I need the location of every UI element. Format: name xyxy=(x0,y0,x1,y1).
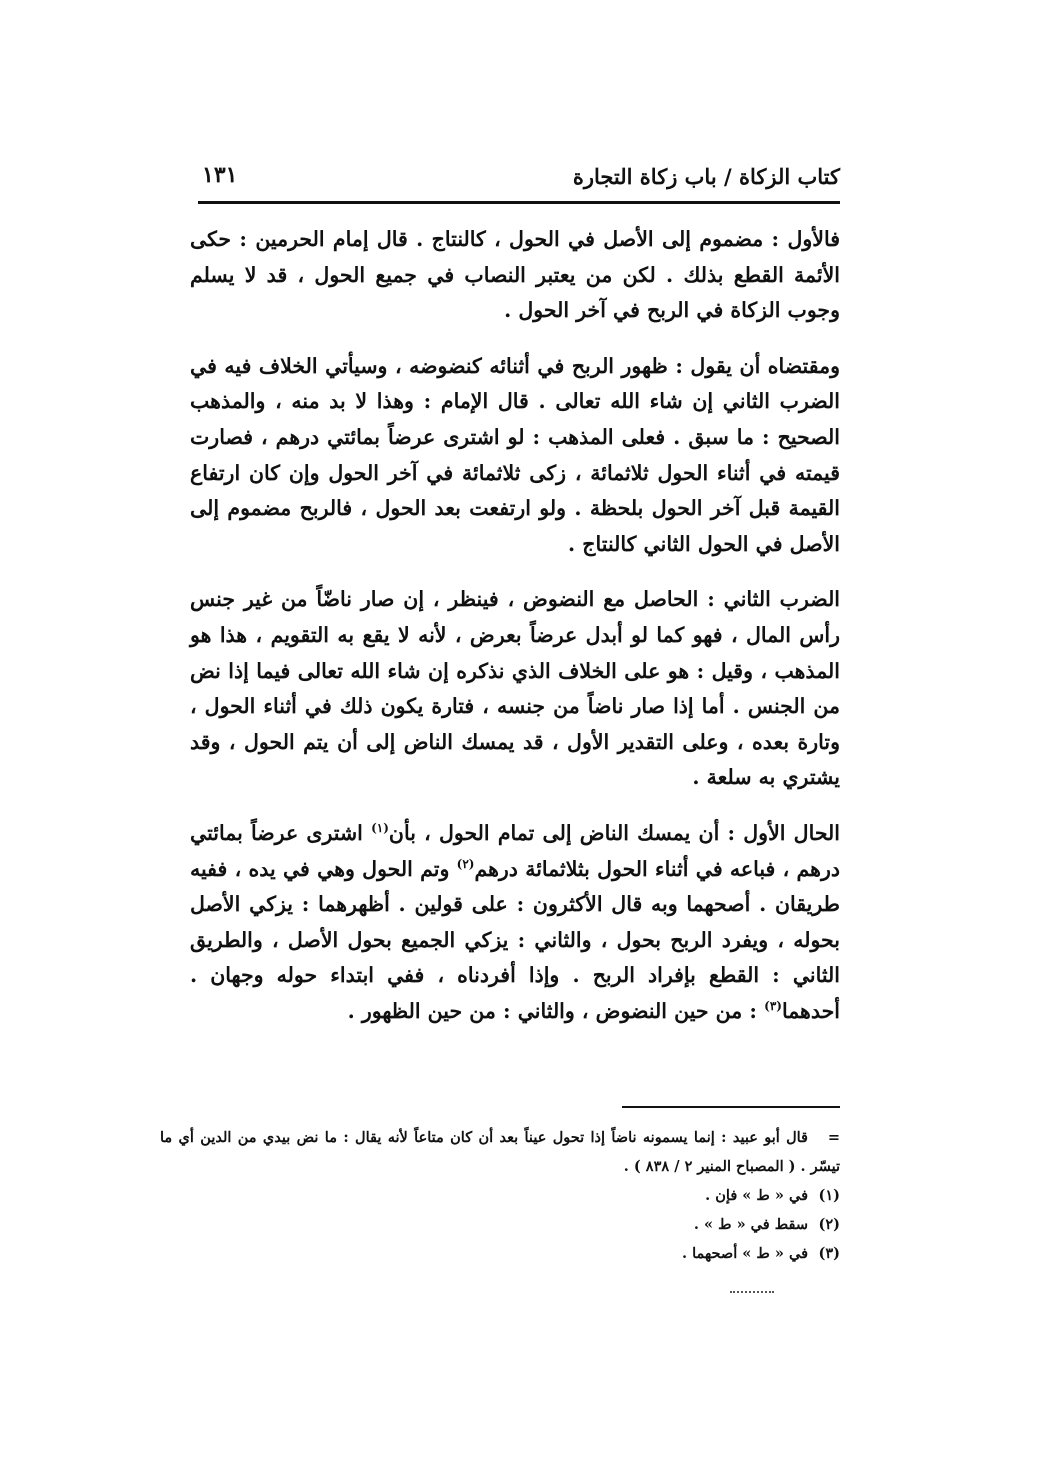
paragraph-1 xyxy=(190,222,840,329)
paragraph-lead: فالأول xyxy=(787,227,840,251)
footnote-rule xyxy=(622,1106,840,1108)
paragraph-text: اشترى عرضاً بمائتي درهم ، فباعه في أثناء الحول بثلاثمائة درهم xyxy=(190,820,840,881)
header-title: كتاب الزكاة / باب زكاة التجارة xyxy=(572,164,840,189)
footnote-ref-3[interactable]: (٣) xyxy=(764,999,782,1014)
paragraph-3 xyxy=(190,582,840,796)
main-text xyxy=(190,222,840,1049)
footnote-text: سقط في « ط » . xyxy=(693,1216,808,1233)
paragraph-text: : أن يمسك الناض إلى تمام الحول ، بأن xyxy=(388,820,744,845)
paragraph-text: : من حين النضوض ، والثاني : من حين الظهور . xyxy=(347,998,765,1023)
footnote-ref-2[interactable]: (٢) xyxy=(456,856,475,871)
footnote-continuation xyxy=(160,1123,840,1181)
footnote-text: قال أبو عبيد : إنما يسمونه ناضاً إذا تحول عيناً بعد أن كان متاعاً لأنه يقال : ما نض بيدي من الدين أي ما تيسّر . ( المصباح المنير ٢ / ٨٣٨ ) . xyxy=(160,1129,840,1175)
paragraph-lead: الحال الأول xyxy=(743,820,840,845)
footnote-item xyxy=(160,1239,840,1268)
header-rule xyxy=(198,201,840,204)
footnote-number: (١) xyxy=(818,1187,840,1204)
paragraph-text: : الحاصل مع النضوض ، فينظر ، إن صار ناضّاً من غير جنس رأس المال ، فهو كما لو أبدل عرضاً بعرض ، لأنه لا يقع به التقويم ، هذا هو المذهب ، وقيل : هو على الخلاف الذي نذكره إن شاء الله تعالى فيما إذا نض من الجنس . أما إذا صار ناضاً من جنسه ، فتارة يكون ذلك في أثناء الحول ، وتارة بعده ، وعلى التقدير الأول ، قد يمسك الناض إلى أن يتم الحول ، وقد يشتري به سلعة . xyxy=(190,587,840,790)
footnote-ref-1[interactable]: (١) xyxy=(371,821,389,836)
paragraph-lead: الضرب الثاني xyxy=(723,587,841,612)
paragraph-text: وتم الحول وهي في يده ، ففيه طريقان . أصحهما وبه قال الأكثرون : على قولين . أظهرهما : يزكي الأصل بحوله ، ويفرد الربح بحول ، والثاني : يزكي الجميع بحول الأصل ، والطريق الثاني : القطع بإفراد الربح . وإذا أفردناه ، ففي ابتداء حوله وجهان . أحدهما xyxy=(190,856,840,1023)
footnotes xyxy=(160,1123,840,1268)
paragraph-2 xyxy=(190,349,840,563)
paragraph-4 xyxy=(190,816,840,1030)
footnote-number: (٣) xyxy=(818,1245,840,1262)
page-number: ١٣١ xyxy=(202,162,238,188)
paragraph-text: : مضموم إلى الأصل في الحول ، كالنتاج . قال إمام الحرمين : حكى الأئمة القطع بذلك . لكن من يعتبر النصاب في جميع الحول ، قد لا يسلم وجوب الزكاة في الربح في آخر الحول . xyxy=(190,227,840,323)
footnote-item xyxy=(160,1210,840,1239)
footnote-text: في « ط » فإن . xyxy=(705,1187,808,1204)
footnote-text: في « ط » أصحهما . xyxy=(681,1245,808,1262)
footnote-item xyxy=(160,1181,840,1210)
paragraph-text: ومقتضاه أن يقول : ظهور الربح في أثنائه كنضوضه ، وسيأتي الخلاف فيه في الضرب الثاني إن شاء الله تعالى . قال الإمام : وهذا لا بد منه ، والمذهب الصحيح : ما سبق . فعلى المذهب : لو اشترى عرضاً بمائتي درهم ، فصارت قيمته في أثناء الحول ثلاثمائة ، زكى ثلاثمائة في آخر الحول وإن كان ارتفاع القيمة قبل آخر الحول بلحظة . ولو ارتفعت بعد الحول ، فالربح مضموم إلى الأصل في الحول الثاني كالنتاج . xyxy=(190,353,840,556)
scan-artifact xyxy=(730,1291,774,1293)
footnote-number: (٢) xyxy=(818,1216,840,1233)
running-header xyxy=(198,158,840,202)
continuation-marker: = xyxy=(827,1129,840,1146)
